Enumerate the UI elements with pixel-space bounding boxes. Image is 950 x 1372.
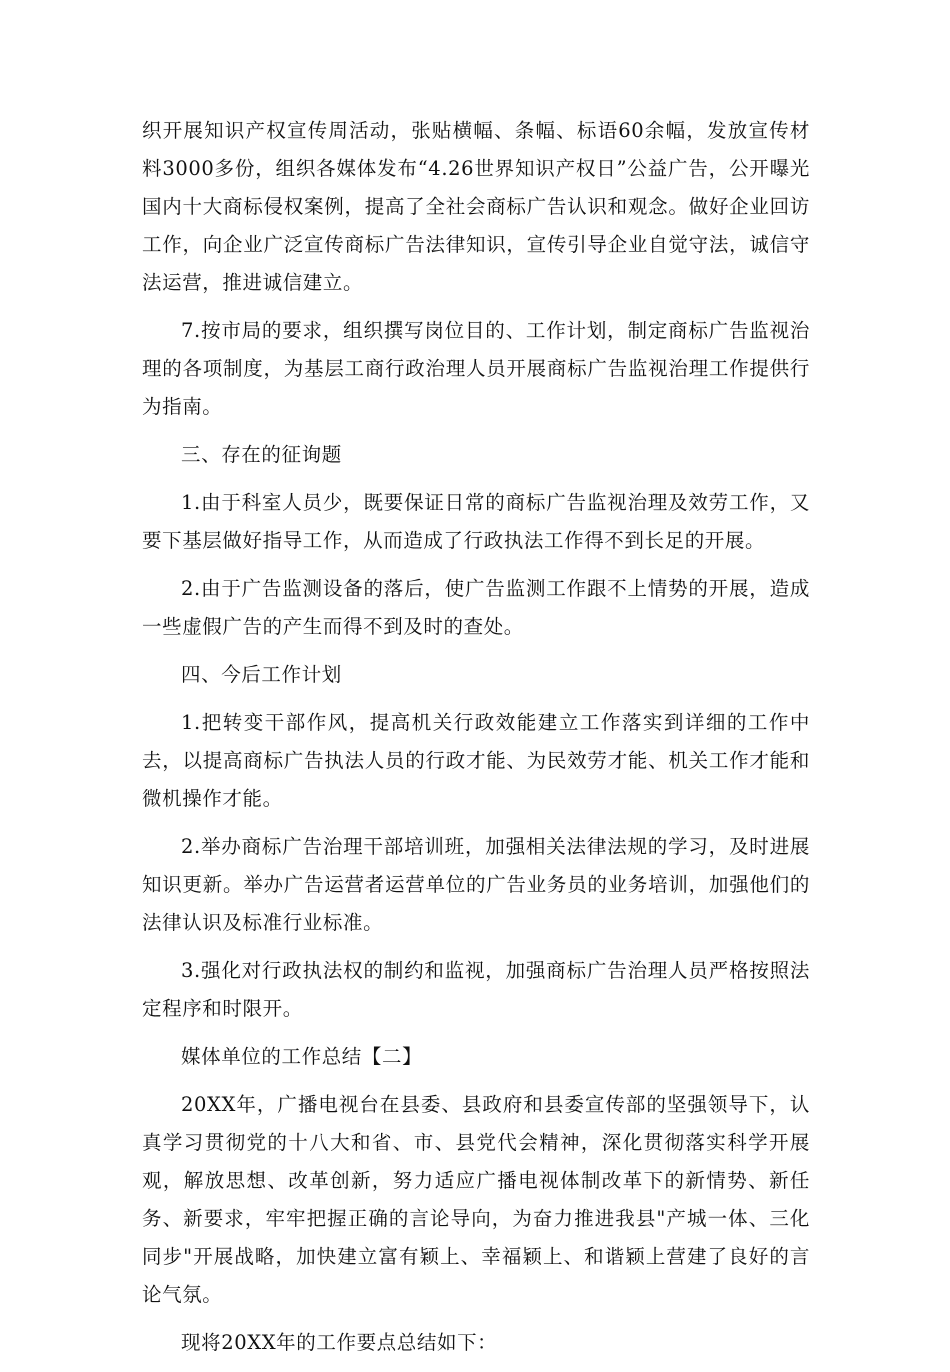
document-body <box>142 112 810 1372</box>
paragraph-propaganda-week: 织开展知识产权宣传周活动，张贴横幅、条幅、标语60余幅，发放宣传材料3000多份，组织各媒体发布“4.26世界知识产权日”公益广告，公开曝光国内十大商标侵权案例，提高了全社会商标广告认识和观念。做好企业回访工作，向企业广泛宣传商标广告法律知识，宣传引导企业自觉守法，诚信守法运营，推进诚信建立。 <box>142 119 810 294</box>
paragraph-summary-intro: 20XX年，广播电视台在县委、县政府和县委宣传部的坚强领导下，认真学习贯彻党的十八大和省、市、县党代会精神，深化贯彻落实科学开展观，解放思想、改革创新，努力适应广播电视体制改革下的新情势、新任务、新要求，牢牢把握正确的言论导向，为奋力推进我县"产城一体、三化同步"开展战略，加快建立富有颖上、幸福颖上、和谐颖上营建了良好的言论气氛。 <box>142 1093 810 1306</box>
section-heading-future-plan: 四、今后工作计划 <box>181 663 342 686</box>
paragraph-summary-lead: 现将20XX年的工作要点总结如下： <box>181 1331 498 1354</box>
paragraph-plan-1: 1.把转变干部作风，提高机关行政效能建立工作落实到详细的工作中去，以提高商标广告执法人员的行政才能、为民效劳才能、机关工作才能和微机操作才能。 <box>142 711 810 810</box>
paragraph-plan-3: 3.强化对行政执法权的制约和监视，加强商标广告治理人员严格按照法定程序和时限开。 <box>142 959 810 1020</box>
paragraph-problem-2: 2.由于广告监测设备的落后，使广告监测工作跟不上情势的开展，造成一些虚假广告的产生而得不到及时的查处。 <box>142 577 810 638</box>
paragraph-item-7: 7.按市局的要求，组织撰写岗位目的、工作计划，制定商标广告监视治理的各项制度，为基层工商行政治理人员开展商标广告监视治理工作提供行为指南。 <box>142 319 810 418</box>
paragraph-plan-2: 2.举办商标广告治理干部培训班，加强相关法律法规的学习，及时进展知识更新。举办广告运营者运营单位的广告业务员的业务培训，加强他们的法律认识及标准行业标准。 <box>142 835 810 934</box>
section-heading-summary-two: 媒体单位的工作总结【二】 <box>181 1045 423 1068</box>
paragraph-problem-1: 1.由于科室人员少，既要保证日常的商标广告监视治理及效劳工作，又要下基层做好指导工作，从而造成了行政执法工作得不到长足的开展。 <box>142 491 810 552</box>
section-heading-problems: 三、存在的征询题 <box>181 443 342 466</box>
